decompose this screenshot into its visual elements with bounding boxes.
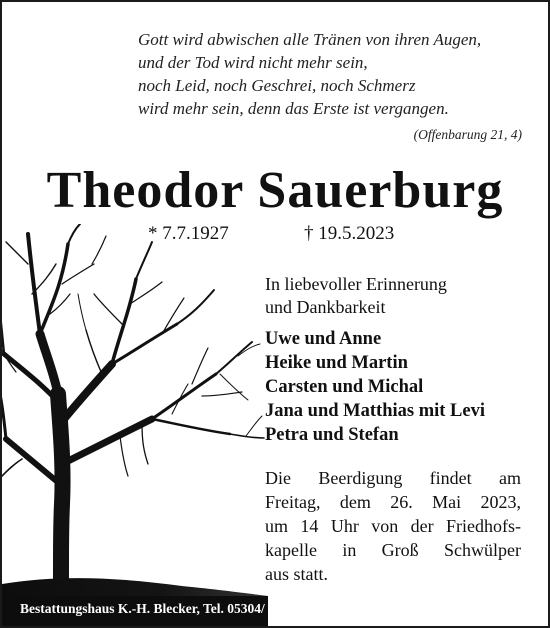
mourner-name: Uwe und Anne (265, 329, 382, 349)
mourner-name: Jana und Matthias mit Levi (265, 401, 485, 421)
memory-line: In liebevoller Erinnerung (265, 274, 447, 294)
verse-line: noch Leid, noch Geschrei, noch Schmerz (138, 76, 416, 95)
bible-verse (138, 28, 522, 144)
verse-reference: (Offenbarung 21, 4) (413, 127, 522, 142)
verse-line: Gott wird abwischen alle Tränen von ihren Augen, (138, 30, 482, 49)
funeral-line: Die Beerdigung findet am (265, 468, 521, 488)
funeral-line: um 14 Uhr von der Friedhofs- (265, 516, 521, 536)
verse-line: und der Tod wird nicht mehr sein, (138, 53, 368, 72)
memory-line: und Dankbarkeit (265, 297, 386, 317)
funeral-line: aus statt. (265, 564, 328, 584)
funeral-line: Freitag, dem 26. Mai 2023, (265, 492, 521, 512)
death-date: † 19.5.2023 (304, 223, 395, 244)
memory-text (265, 273, 527, 319)
mourner-name: Carsten und Michal (265, 377, 424, 397)
birth-date: * 7.7.1927 (148, 223, 229, 244)
mourner-name: Heike und Martin (265, 353, 408, 373)
funeral-info (265, 466, 521, 586)
mourner-name: Petra und Stefan (265, 425, 399, 445)
funeral-home-footer: Bestattungshaus K.-H. Blecker, Tel. 05304/ 76 50 (20, 601, 299, 616)
bare-tree-image (2, 224, 268, 626)
mourners-list (265, 327, 535, 447)
funeral-line: kapelle in Groß Schwülper (265, 540, 521, 560)
deceased-name: Theodor Sauerburg (46, 162, 504, 219)
verse-line: wird mehr sein, denn das Erste ist vergangen. (138, 99, 449, 118)
